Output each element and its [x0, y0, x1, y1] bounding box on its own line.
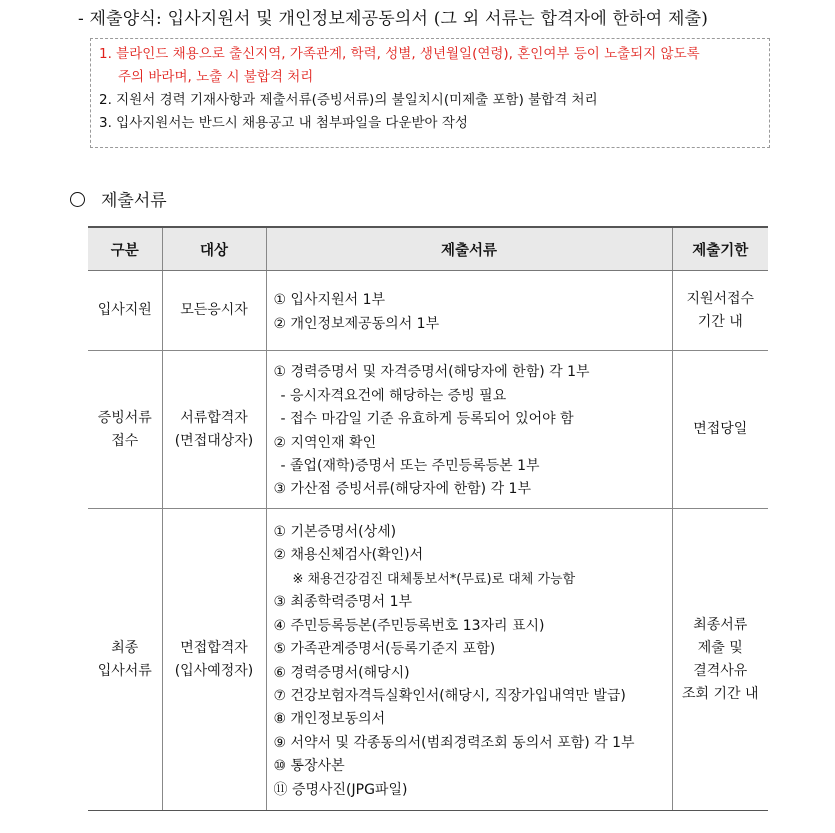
document-item: ① 경력증명서 및 자격증명서(해당자에 한함) 각 1부: [273, 364, 590, 381]
deadline-cell: [672, 271, 768, 351]
documents-table: [88, 226, 768, 811]
documents-cell: [266, 271, 672, 351]
submission-format-line: - 제출양식: 입사지원서 및 개인정보제공동의서 (그 외 서류는 합격자에 한하여 제출): [78, 9, 709, 29]
header-deadline: 제출기한: [672, 227, 768, 271]
header-category: 구분: [88, 227, 162, 271]
document-item: ⑦ 건강보험자격득실확인서(해당시, 직장가입내역만 발급): [273, 687, 626, 704]
deadline-cell-line: 기간 내: [697, 313, 743, 330]
document-subitem: - 접수 마감일 기준 유효하게 등록되어 있어야 함: [280, 411, 574, 428]
document-item: ① 입사지원서 1부: [273, 292, 386, 309]
deadline-cell: [672, 509, 768, 811]
deadline-cell-line: 조회 기간 내: [681, 685, 759, 702]
target-cell: [162, 509, 266, 811]
category-cell-line: 입사서류: [97, 662, 152, 679]
category-cell-line: 접수: [111, 432, 139, 449]
document-item: ③ 가산점 증빙서류(해당자에 한함) 각 1부: [273, 481, 531, 498]
category-cell-line: 최종: [111, 639, 139, 656]
document-item: ② 개인정보제공동의서 1부: [273, 315, 440, 332]
document-item: ⑨ 서약서 및 각종동의서(범죄경력조회 동의서 포함) 각 1부: [273, 734, 635, 751]
hollow-circle-bullet-icon: [70, 192, 85, 207]
document-item: ④ 주민등록등본(주민등록번호 13자리 표시): [273, 617, 545, 634]
table-row: [88, 509, 768, 811]
document-item: ⑤ 가족관계증명서(등록기준지 포함): [273, 641, 496, 658]
document-item: ① 기본증명서(상세): [273, 524, 397, 541]
section-title: 제출서류: [101, 191, 167, 211]
documents-cell: [266, 509, 672, 811]
notice-item-3: 3. 입사지원서는 반드시 채용공고 내 첨부파일을 다운받아 작성: [99, 115, 468, 131]
notice-box: [90, 38, 770, 148]
target-cell-line: 서류합격자: [180, 409, 248, 426]
deadline-cell-line: 지원서접수: [686, 290, 755, 307]
category-cell-line: 입사지원: [97, 302, 152, 318]
target-cell-line: (입사예정자): [174, 662, 254, 679]
deadline-cell-line: 결격사유: [693, 662, 748, 679]
section-heading: [70, 186, 167, 211]
target-cell-line: 면접합격자: [180, 639, 248, 656]
category-cell-line: 증빙서류: [97, 409, 152, 426]
deadline-cell-line: 면접당일: [693, 421, 748, 437]
header-documents: 제출서류: [266, 227, 672, 271]
document-note: ※ 채용건강검진 대체통보서*(무료)로 대체 가능함: [292, 571, 576, 587]
header-target: 대상: [162, 227, 266, 271]
target-cell: [162, 271, 266, 351]
notice-item-1: 1. 블라인드 채용으로 출신지역, 가족관계, 학력, 성별, 생년월일(연령), 혼인여부 등이 노출되지 않도록: [99, 46, 700, 62]
table-row: [88, 271, 768, 351]
category-cell: [88, 271, 162, 351]
table-row: [88, 351, 768, 509]
document-subitem: - 응시자격요건에 해당하는 증빙 필요: [280, 387, 507, 404]
category-cell: [88, 351, 162, 509]
document-subitem: - 졸업(재학)증명서 또는 주민등록등본 1부: [280, 457, 540, 474]
target-cell-line: 모든응시자: [180, 302, 248, 318]
document-item: ⑥ 경력증명서(해당시): [273, 664, 410, 681]
document-item: ② 채용신체검사(확인)서: [273, 547, 424, 564]
document-item: ③ 최종학력증명서 1부: [273, 594, 413, 611]
document-item: ⑩ 통장사본: [273, 758, 345, 775]
target-cell-line: (면접대상자): [174, 432, 254, 449]
category-cell: [88, 509, 162, 811]
deadline-cell: [672, 351, 768, 509]
notice-item-2: 2. 지원서 경력 기재사항과 제출서류(증빙서류)의 불일치시(미제출 포함) 불합격 처리: [99, 92, 598, 108]
document-item: ② 지역인재 확인: [273, 434, 377, 451]
document-item: ⑧ 개인정보동의서: [273, 711, 386, 728]
document-item: ⑪ 증명사진(JPG파일): [273, 781, 408, 798]
target-cell: [162, 351, 266, 509]
documents-cell: [266, 351, 672, 509]
table-header-row: [88, 227, 768, 271]
notice-item-1-cont: 주의 바라며, 노출 시 불합격 처리: [118, 69, 314, 85]
deadline-cell-line: 최종서류: [693, 616, 748, 633]
deadline-cell-line: 제출 및: [697, 639, 743, 656]
